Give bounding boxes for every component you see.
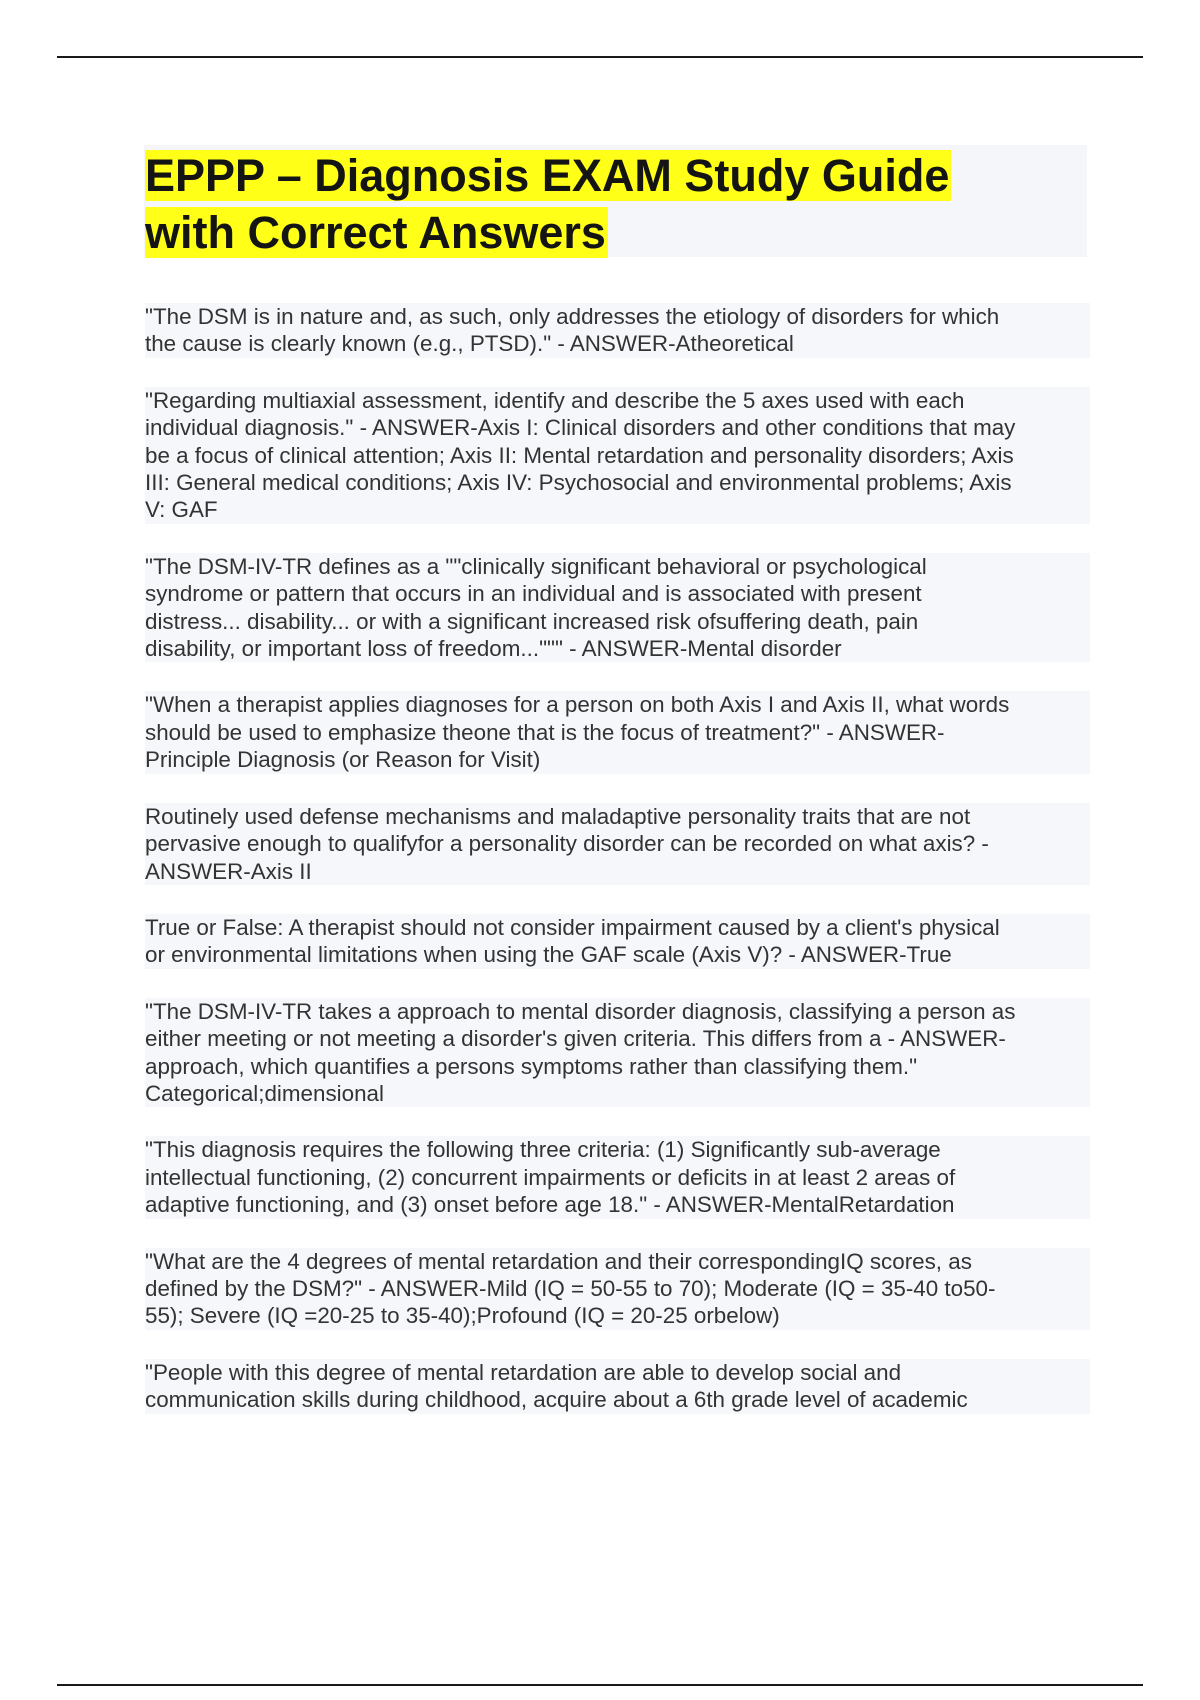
qa-item: "People with this degree of mental retardation are able to develop social and communication skills during childhood, acquire about a 6th grade level of academic — [145, 1359, 1090, 1414]
qa-item: Routinely used defense mechanisms and maladaptive personality traits that are not pervasive enough to qualifyfor a personality disorder can be recorded on what axis? - ANSWER-Axis II — [145, 803, 1090, 885]
qa-item: "When a therapist applies diagnoses for a person on both Axis I and Axis II, what words should be used to emphasize theone that is the focus of treatment?" - ANSWER- Principle Diagnosis (or Reason for Visit) — [145, 691, 1090, 773]
document-title — [145, 147, 1045, 261]
title-line-1: EPPP – Diagnosis EXAM Study Guide — [145, 150, 950, 201]
footer-rule — [57, 1684, 1143, 1686]
qa-item: "The DSM-IV-TR takes a approach to mental disorder diagnosis, classifying a person as either meeting or not meeting a disorder's given criteria. This differs from a - ANSWER- approach, which quantifies a persons symptoms rather than classifying them." Categorical;dimensional — [145, 998, 1090, 1108]
qa-item: "The DSM is in nature and, as such, only addresses the etiology of disorders for which the cause is clearly known (e.g., PTSD)." - ANSWER-Atheoretical — [145, 303, 1090, 358]
qa-item: "Regarding multiaxial assessment, identify and describe the 5 axes used with each individual diagnosis." - ANSWER-Axis I: Clinical disorders and other conditions that may be a focus of clinical attention; Axis II: Mental retardation and personality disorders; Axis III: General medical conditions; Axis IV: Psychosocial and environmental problems; Axis V: GAF — [145, 387, 1090, 524]
qa-item: "The DSM-IV-TR defines as a ""clinically significant behavioral or psychological syndrome or pattern that occurs in an individual and is associated with present distress... disability... or with a significant increased risk ofsuffering death, pain disability, or important loss of freedom...""" - ANSWER-Mental disorder — [145, 553, 1090, 663]
qa-item: True or False: A therapist should not consider impairment caused by a client's physical or environmental limitations when using the GAF scale (Axis V)? - ANSWER-True — [145, 914, 1090, 969]
qa-item: "What are the 4 degrees of mental retardation and their correspondingIQ scores, as defined by the DSM?" - ANSWER-Mild (IQ = 50-55 to 70); Moderate (IQ = 35-40 to50- 55); Severe (IQ =20-25 to 35-40);Profound (IQ = 20-25 orbelow) — [145, 1248, 1090, 1330]
question-answer-list — [145, 303, 1090, 1414]
qa-item: "This diagnosis requires the following three criteria: (1) Significantly sub-average intellectual functioning, (2) concurrent impairments or deficits in at least 2 areas of adaptive functioning, and (3) onset before age 18." - ANSWER-MentalRetardation — [145, 1136, 1090, 1218]
header-rule — [57, 56, 1143, 58]
title-line-2: with Correct Answers — [145, 207, 606, 258]
